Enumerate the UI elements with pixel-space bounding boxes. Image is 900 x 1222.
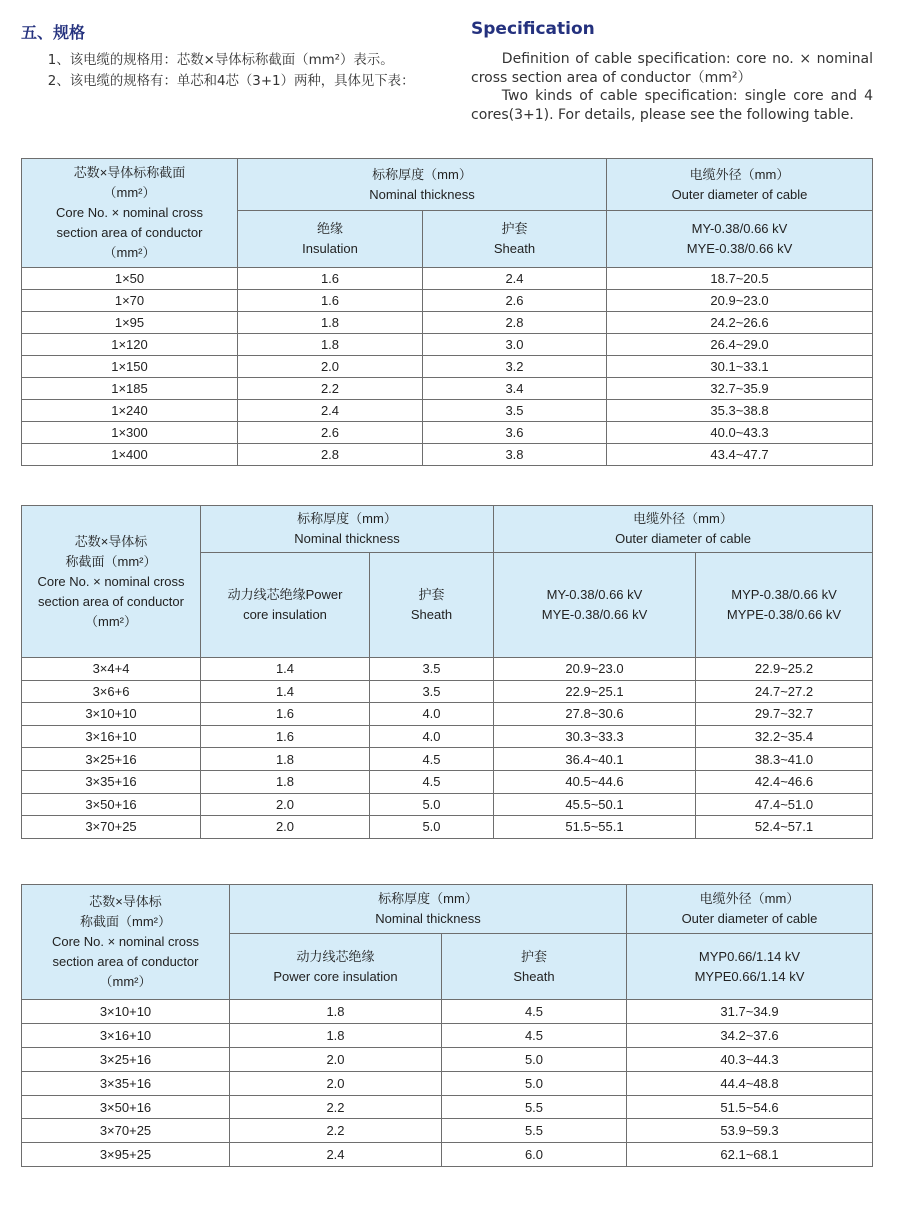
table-cell: 4.5 [442, 1000, 627, 1024]
header-core-section: 芯数×导体标 称截面（mm²） Core No. × nominal cross section area of conductor （mm²） [22, 506, 201, 658]
table-cell: 3.5 [370, 658, 494, 681]
table-cell: 18.7~20.5 [607, 268, 873, 290]
table-cell: 1.8 [201, 748, 370, 771]
table-cell: 45.5~50.1 [494, 793, 696, 816]
table-cell: 2.2 [230, 1119, 442, 1143]
table-row [22, 1143, 873, 1167]
table-cell: 1.8 [238, 334, 423, 356]
table-row [22, 725, 873, 748]
table-cell: 3×35+16 [22, 1071, 230, 1095]
header-power-core-insulation: 动力线芯绝缘Power core insulation [201, 553, 370, 658]
table-row [22, 422, 873, 444]
table-cell: 35.3~38.8 [607, 400, 873, 422]
table-cell: 38.3~41.0 [696, 748, 873, 771]
table-row [22, 356, 873, 378]
table-cell: 40.5~44.6 [494, 770, 696, 793]
table-cell: 24.7~27.2 [696, 680, 873, 703]
table-cell: 22.9~25.1 [494, 680, 696, 703]
table-cell: 2.0 [238, 356, 423, 378]
table-cell: 1.6 [238, 290, 423, 312]
table-cell: 1.6 [201, 703, 370, 726]
table-cell: 30.1~33.1 [607, 356, 873, 378]
table-cell: 3×10+10 [22, 703, 201, 726]
table-cell: 4.0 [370, 703, 494, 726]
table-cell: 43.4~47.7 [607, 444, 873, 466]
table-cell: 3×10+10 [22, 1000, 230, 1024]
table-cell: 2.8 [423, 312, 607, 334]
header-power-core-insulation: 动力线芯绝缘 Power core insulation [230, 934, 442, 1000]
table-cell: 40.0~43.3 [607, 422, 873, 444]
table-cell: 20.9~23.0 [494, 658, 696, 681]
en-paragraph-1: Definition of cable specification: core no. × nominal cross section area of conductor（mm²） [471, 51, 873, 86]
table-cell: 1.8 [238, 312, 423, 334]
table-row [22, 793, 873, 816]
table-cell: 31.7~34.9 [627, 1000, 873, 1024]
cn-paragraph-1: 1、该电缆的规格用：芯数×导体标称截面（mm²）表示。 [47, 53, 394, 68]
table-cell: 3×50+16 [22, 1095, 230, 1119]
table-cell: 3×16+10 [22, 1023, 230, 1047]
table-cell: 1.6 [201, 725, 370, 748]
table-cell: 20.9~23.0 [607, 290, 873, 312]
header-outer-diameter: 电缆外径（mm） Outer diameter of cable [627, 885, 873, 934]
header-sheath: 护套 Sheath [442, 934, 627, 1000]
table-cell: 24.2~26.6 [607, 312, 873, 334]
table-row [22, 400, 873, 422]
table-cell: 3.6 [423, 422, 607, 444]
spec-table-single-core [21, 158, 873, 466]
table-cell: 3×25+16 [22, 1047, 230, 1071]
table-cell: 1×300 [22, 422, 238, 444]
table-row [22, 1047, 873, 1071]
table-row [22, 268, 873, 290]
spec-table-four-core-b [21, 884, 873, 1167]
table-row [22, 1095, 873, 1119]
table-cell: 1.8 [230, 1000, 442, 1024]
table-cell: 30.3~33.3 [494, 725, 696, 748]
table-cell: 1×400 [22, 444, 238, 466]
table-cell: 3.8 [423, 444, 607, 466]
header-model-myp: MYP-0.38/0.66 kV MYPE-0.38/0.66 kV [696, 553, 873, 658]
table-cell: 3.4 [423, 378, 607, 400]
table-row [22, 334, 873, 356]
table-cell: 5.0 [370, 793, 494, 816]
table-cell: 42.4~46.6 [696, 770, 873, 793]
table-cell: 2.0 [201, 793, 370, 816]
table-row [22, 703, 873, 726]
table-cell: 29.7~32.7 [696, 703, 873, 726]
table-cell: 3×16+10 [22, 725, 201, 748]
table-cell: 40.3~44.3 [627, 1047, 873, 1071]
table-cell: 3×6+6 [22, 680, 201, 703]
table-cell: 34.2~37.6 [627, 1023, 873, 1047]
table-cell: 62.1~68.1 [627, 1143, 873, 1167]
table-cell: 22.9~25.2 [696, 658, 873, 681]
table-cell: 3×4+4 [22, 658, 201, 681]
table-row [22, 1119, 873, 1143]
table-cell: 1×120 [22, 334, 238, 356]
table-cell: 3×70+25 [22, 816, 201, 839]
table-cell: 2.6 [423, 290, 607, 312]
table-cell: 2.2 [238, 378, 423, 400]
table-cell: 32.2~35.4 [696, 725, 873, 748]
table-cell: 3×95+25 [22, 1143, 230, 1167]
table-cell: 1.8 [230, 1023, 442, 1047]
table-row [22, 312, 873, 334]
cn-paragraph-2: 2、该电缆的规格有：单芯和4芯（3+1）两种，具体见下表： [47, 74, 415, 89]
table-cell: 1×70 [22, 290, 238, 312]
header-sheath: 护套 Sheath [423, 211, 607, 268]
table-cell: 2.4 [423, 268, 607, 290]
table-cell: 51.5~55.1 [494, 816, 696, 839]
table-cell: 1.4 [201, 658, 370, 681]
header-outer-diameter: 电缆外径（mm） Outer diameter of cable [607, 159, 873, 211]
table-row [22, 770, 873, 793]
header-nominal-thickness: 标称厚度（mm） Nominal thickness [238, 159, 607, 211]
table-row [22, 290, 873, 312]
header-model-my: MY-0.38/0.66 kV MYE-0.38/0.66 kV [494, 553, 696, 658]
table-cell: 3×70+25 [22, 1119, 230, 1143]
header-sheath: 护套 Sheath [370, 553, 494, 658]
table-cell: 4.0 [370, 725, 494, 748]
table-row [22, 680, 873, 703]
en-paragraph-2: Two kinds of cable specification: single core and 4 cores(3+1). For details, please see the following table. [471, 88, 873, 123]
header-nominal-thickness: 标称厚度（mm） Nominal thickness [230, 885, 627, 934]
header-insulation: 绝缘 Insulation [238, 211, 423, 268]
table-cell: 4.5 [442, 1023, 627, 1047]
spec-table-four-core-a [21, 505, 873, 839]
table-row [22, 444, 873, 466]
table-cell: 32.7~35.9 [607, 378, 873, 400]
table-cell: 2.2 [230, 1095, 442, 1119]
table-row [22, 816, 873, 839]
table-cell: 3×50+16 [22, 793, 201, 816]
table-cell: 1.8 [201, 770, 370, 793]
header-outer-diameter: 电缆外径（mm） Outer diameter of cable [494, 506, 873, 553]
table-cell: 26.4~29.0 [607, 334, 873, 356]
table-cell: 5.0 [442, 1071, 627, 1095]
table-cell: 44.4~48.8 [627, 1071, 873, 1095]
table-cell: 2.8 [238, 444, 423, 466]
table-cell: 36.4~40.1 [494, 748, 696, 771]
table-cell: 2.6 [238, 422, 423, 444]
table-cell: 2.0 [201, 816, 370, 839]
header-model-myp: MYP0.66/1.14 kV MYPE0.66/1.14 kV [627, 934, 873, 1000]
table-cell: 1.6 [238, 268, 423, 290]
en-section-heading: Specification [471, 19, 595, 39]
table-cell: 3×25+16 [22, 748, 201, 771]
table-cell: 6.0 [442, 1143, 627, 1167]
table-cell: 27.8~30.6 [494, 703, 696, 726]
table-cell: 3.2 [423, 356, 607, 378]
table-cell: 1×95 [22, 312, 238, 334]
table-cell: 4.5 [370, 748, 494, 771]
header-model-my: MY-0.38/0.66 kV MYE-0.38/0.66 kV [607, 211, 873, 268]
table-cell: 2.0 [230, 1047, 442, 1071]
table-cell: 2.0 [230, 1071, 442, 1095]
cn-section-heading: 五、规格 [21, 23, 86, 42]
table-cell: 1×150 [22, 356, 238, 378]
table-cell: 53.9~59.3 [627, 1119, 873, 1143]
table-row [22, 1023, 873, 1047]
table-cell: 52.4~57.1 [696, 816, 873, 839]
table-row [22, 748, 873, 771]
header-nominal-thickness: 标称厚度（mm） Nominal thickness [201, 506, 494, 553]
table-row [22, 658, 873, 681]
header-core-section: 芯数×导体标 称截面（mm²） Core No. × nominal cross section area of conductor （mm²） [22, 885, 230, 1000]
table-cell: 3.5 [370, 680, 494, 703]
cn-paragraphs [21, 50, 425, 92]
table-cell: 2.4 [238, 400, 423, 422]
table-cell: 1.4 [201, 680, 370, 703]
table-row [22, 1000, 873, 1024]
table-cell: 4.5 [370, 770, 494, 793]
table-cell: 5.5 [442, 1095, 627, 1119]
table-row [22, 1071, 873, 1095]
table-cell: 3.5 [423, 400, 607, 422]
table-cell: 1×50 [22, 268, 238, 290]
table-cell: 51.5~54.6 [627, 1095, 873, 1119]
table-cell: 5.0 [442, 1047, 627, 1071]
header-core-section: 芯数×导体标称截面 （mm²） Core No. × nominal cross section area of conductor （mm²） [22, 159, 238, 268]
en-paragraphs [471, 50, 873, 124]
table-cell: 1×240 [22, 400, 238, 422]
table-cell: 5.0 [370, 816, 494, 839]
table-cell: 2.4 [230, 1143, 442, 1167]
table-cell: 1×185 [22, 378, 238, 400]
table-cell: 47.4~51.0 [696, 793, 873, 816]
table-cell: 5.5 [442, 1119, 627, 1143]
table-cell: 3×35+16 [22, 770, 201, 793]
table-row [22, 378, 873, 400]
table-cell: 3.0 [423, 334, 607, 356]
